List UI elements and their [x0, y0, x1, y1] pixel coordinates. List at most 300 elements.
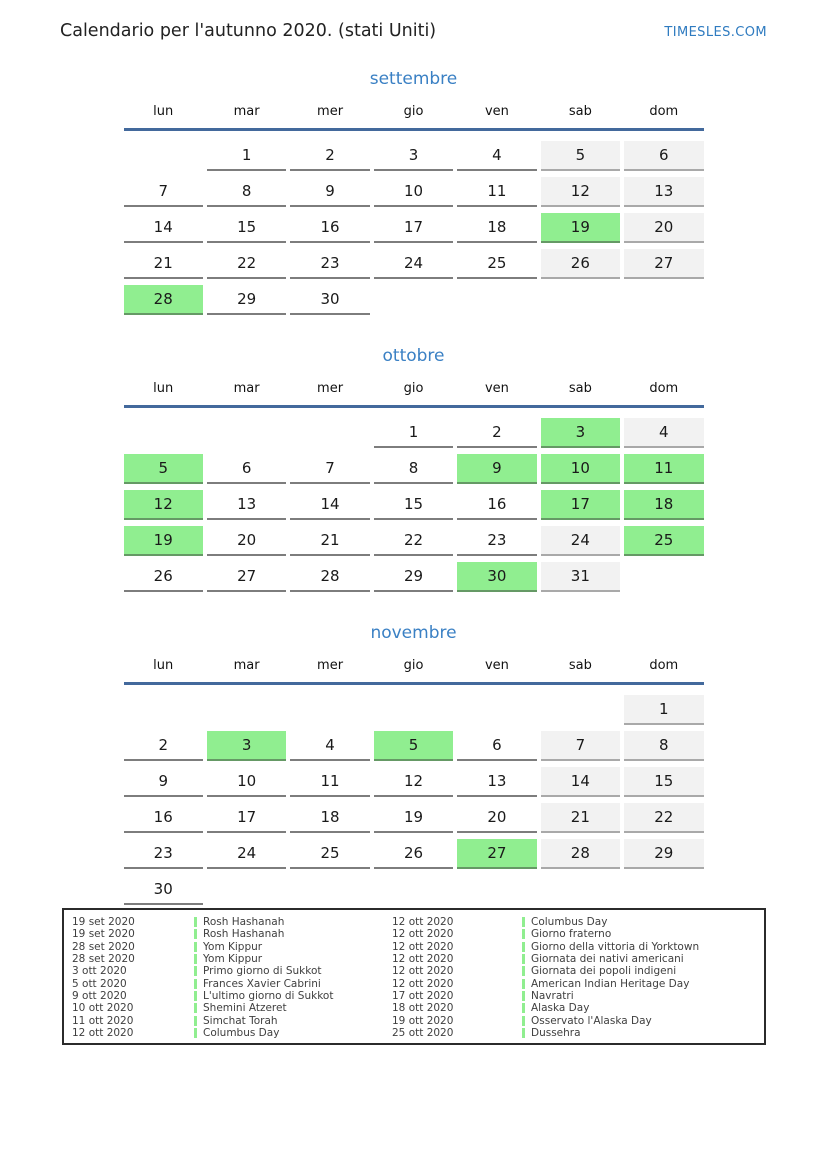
day-cell-settembre-22	[207, 249, 286, 279]
day-cell-empty	[124, 418, 203, 448]
day-cell-ottobre-23	[457, 526, 536, 556]
day-cell-empty	[124, 695, 203, 725]
weekday-header-mar: mar	[233, 658, 260, 673]
legend-date: 9 ott 2020	[72, 989, 127, 1002]
day-cell-novembre-3	[207, 731, 286, 761]
day-number: 12	[403, 772, 424, 790]
day-cell-ottobre-21	[290, 526, 369, 556]
page-title: Calendario per l'autunno 2020. (stati Uniti)	[60, 21, 437, 41]
day-cell-ottobre-28	[290, 562, 369, 592]
day-number: 11	[320, 772, 340, 790]
day-number: 26	[153, 567, 173, 585]
day-cell-settembre-17	[374, 213, 453, 243]
day-cell-empty	[207, 695, 286, 725]
day-number: 27	[654, 254, 674, 272]
day-number: 9	[158, 772, 168, 790]
day-number: 13	[654, 182, 674, 200]
day-cell-novembre-14	[541, 767, 620, 797]
legend-date: 12 ott 2020	[392, 940, 454, 953]
legend-date: 12 ott 2020	[392, 965, 454, 978]
day-cell-settembre-9	[290, 177, 369, 207]
day-number: 13	[487, 772, 507, 790]
day-cell-empty	[124, 141, 203, 171]
day-cell-settembre-15	[207, 213, 286, 243]
day-number: 8	[241, 182, 252, 200]
day-number: 18	[487, 218, 507, 236]
weekday-header-mer: mer	[317, 658, 344, 673]
day-cell-ottobre-14	[290, 490, 369, 520]
day-cell-novembre-16	[124, 803, 203, 833]
day-number: 29	[403, 567, 424, 585]
day-number: 28	[320, 567, 340, 585]
day-cell-settembre-25	[457, 249, 536, 279]
day-cell-settembre-20	[624, 213, 703, 243]
weekday-header-row	[124, 658, 704, 685]
day-cell-novembre-25	[290, 839, 369, 869]
day-cell-novembre-12	[374, 767, 453, 797]
day-cell-settembre-27	[624, 249, 703, 279]
holiday-marker-bar	[194, 954, 197, 964]
page-header	[0, 0, 827, 41]
holiday-marker-bar	[522, 1003, 525, 1013]
day-cell-novembre-6	[457, 731, 536, 761]
legend-row	[392, 941, 764, 953]
day-cell-ottobre-11	[624, 454, 703, 484]
weekday-header-gio: gio	[403, 381, 424, 396]
day-number: 17	[570, 495, 590, 513]
day-cell-ottobre-5	[124, 454, 203, 484]
day-number: 24	[570, 531, 590, 549]
holiday-marker-bar	[522, 979, 525, 989]
month-calendar-ottobre	[124, 346, 704, 592]
legend-holiday-name: Alaska Day	[531, 1002, 590, 1015]
legend-holiday-name: Navratri	[531, 989, 574, 1002]
day-cell-ottobre-6	[207, 454, 286, 484]
day-cell-empty	[624, 875, 703, 905]
holiday-marker-bar	[522, 1016, 525, 1026]
day-number: 6	[659, 146, 669, 164]
holiday-legend	[62, 908, 766, 1045]
day-cell-settembre-12	[541, 177, 620, 207]
legend-date: 19 set 2020	[72, 916, 135, 929]
day-cell-settembre-10	[374, 177, 453, 207]
day-cell-ottobre-3	[541, 418, 620, 448]
legend-date: 28 set 2020	[72, 953, 135, 966]
day-number: 24	[237, 844, 257, 862]
holiday-marker-bar	[522, 929, 525, 939]
day-number: 21	[570, 808, 590, 826]
day-number: 2	[158, 736, 168, 754]
legend-date: 25 ott 2020	[392, 1026, 454, 1039]
day-number: 20	[654, 218, 674, 236]
legend-column-right	[392, 916, 764, 1039]
day-number: 19	[153, 531, 173, 549]
day-number: 7	[158, 182, 168, 200]
legend-holiday-name: Yom Kippur	[203, 953, 263, 966]
day-number: 29	[237, 290, 257, 308]
holiday-marker-bar	[522, 917, 525, 927]
day-cell-settembre-8	[207, 177, 286, 207]
legend-date: 28 set 2020	[72, 940, 135, 953]
legend-row	[72, 977, 392, 989]
day-number: 7	[325, 459, 335, 477]
legend-date: 11 ott 2020	[72, 1014, 134, 1027]
day-cell-ottobre-9	[457, 454, 536, 484]
legend-date: 12 ott 2020	[392, 953, 454, 966]
day-cell-empty	[207, 875, 286, 905]
day-number: 21	[320, 531, 340, 549]
weekday-header-lun: lun	[153, 104, 174, 119]
holiday-marker-bar	[194, 1016, 197, 1026]
day-number: 4	[325, 736, 335, 754]
day-number: 16	[487, 495, 507, 513]
legend-row	[72, 953, 392, 965]
day-number: 27	[487, 844, 507, 862]
day-number: 26	[403, 844, 424, 862]
day-cell-novembre-8	[624, 731, 703, 761]
legend-row	[72, 965, 392, 977]
month-grid	[124, 131, 704, 315]
day-number: 2	[492, 423, 502, 441]
weekday-header-ven: ven	[484, 658, 509, 673]
day-cell-empty	[290, 875, 369, 905]
legend-row	[392, 953, 764, 965]
holiday-marker-bar	[522, 991, 525, 1001]
legend-row	[392, 990, 764, 1002]
day-number: 28	[153, 290, 173, 308]
weekday-header-ven: ven	[484, 104, 509, 119]
day-number: 14	[570, 772, 590, 790]
day-number: 27	[237, 567, 257, 585]
day-number: 15	[654, 772, 674, 790]
day-cell-settembre-24	[374, 249, 453, 279]
day-cell-settembre-30	[290, 285, 369, 315]
day-number: 25	[654, 531, 674, 549]
day-number: 24	[403, 254, 424, 272]
day-number: 7	[575, 736, 586, 754]
legend-date: 18 ott 2020	[392, 1002, 454, 1015]
weekday-header-lun: lun	[153, 381, 174, 396]
day-number: 4	[492, 146, 502, 164]
day-cell-novembre-7	[541, 731, 620, 761]
day-number: 30	[153, 880, 173, 898]
month-title: ottobre	[382, 346, 445, 366]
day-cell-novembre-2	[124, 731, 203, 761]
day-cell-empty	[457, 285, 536, 315]
legend-row	[72, 941, 392, 953]
month-title: settembre	[369, 69, 458, 89]
day-cell-ottobre-24	[541, 526, 620, 556]
legend-row	[72, 916, 392, 928]
day-number: 8	[659, 736, 669, 754]
weekday-header-sab: sab	[568, 104, 592, 119]
day-cell-settembre-14	[124, 213, 203, 243]
legend-holiday-name: Simchat Torah	[203, 1014, 278, 1027]
legend-holiday-name: Yom Kippur	[203, 940, 263, 953]
day-number: 5	[408, 736, 419, 754]
month-grid	[124, 408, 704, 592]
day-number: 4	[659, 423, 669, 441]
legend-date: 3 ott 2020	[72, 965, 127, 978]
day-number: 2	[325, 146, 335, 164]
day-number: 13	[237, 495, 257, 513]
legend-date: 19 ott 2020	[392, 1014, 454, 1027]
weekday-header-row	[124, 104, 704, 131]
legend-holiday-name: Dussehra	[531, 1026, 581, 1039]
legend-row	[392, 977, 764, 989]
day-cell-novembre-27	[457, 839, 536, 869]
day-number: 15	[237, 218, 257, 236]
month-calendar-novembre	[124, 623, 704, 905]
weekday-header-gio: gio	[403, 104, 424, 119]
day-cell-empty	[624, 285, 703, 315]
months-container	[0, 69, 827, 905]
day-cell-ottobre-12	[124, 490, 203, 520]
day-number: 26	[570, 254, 590, 272]
day-cell-ottobre-30	[457, 562, 536, 592]
day-number: 8	[408, 459, 419, 477]
day-number: 16	[320, 218, 340, 236]
legend-date: 12 ott 2020	[392, 977, 454, 990]
day-cell-novembre-19	[374, 803, 453, 833]
day-cell-ottobre-13	[207, 490, 286, 520]
day-cell-ottobre-19	[124, 526, 203, 556]
day-number: 5	[158, 459, 168, 477]
day-number: 9	[492, 459, 502, 477]
day-number: 18	[320, 808, 340, 826]
day-cell-novembre-17	[207, 803, 286, 833]
holiday-marker-bar	[194, 966, 197, 976]
day-cell-ottobre-15	[374, 490, 453, 520]
month-calendar-settembre	[124, 69, 704, 315]
day-number: 20	[237, 531, 257, 549]
legend-date: 10 ott 2020	[72, 1002, 134, 1015]
day-cell-novembre-20	[457, 803, 536, 833]
day-number: 5	[575, 146, 586, 164]
day-number: 30	[320, 290, 340, 308]
day-cell-empty	[457, 695, 536, 725]
day-cell-novembre-29	[624, 839, 703, 869]
day-cell-empty	[207, 418, 286, 448]
day-cell-novembre-15	[624, 767, 703, 797]
day-number: 18	[654, 495, 674, 513]
legend-date: 12 ott 2020	[72, 1026, 134, 1039]
legend-row	[72, 990, 392, 1002]
day-number: 23	[153, 844, 173, 862]
holiday-marker-bar	[522, 954, 525, 964]
day-cell-settembre-4	[457, 141, 536, 171]
day-cell-ottobre-18	[624, 490, 703, 520]
day-number: 3	[575, 423, 586, 441]
day-number: 23	[320, 254, 340, 272]
month-title: novembre	[370, 623, 457, 643]
legend-date: 19 set 2020	[72, 928, 135, 941]
day-cell-ottobre-17	[541, 490, 620, 520]
legend-holiday-name: Giornata dei nativi americani	[531, 953, 684, 966]
legend-date: 12 ott 2020	[392, 916, 454, 929]
day-cell-empty	[541, 285, 620, 315]
legend-holiday-name: Giorno della vittoria di Yorktown	[531, 940, 700, 953]
day-cell-novembre-26	[374, 839, 453, 869]
weekday-header-sab: sab	[568, 658, 592, 673]
holiday-marker-bar	[522, 966, 525, 976]
day-cell-novembre-13	[457, 767, 536, 797]
day-number: 30	[487, 567, 507, 585]
day-cell-settembre-23	[290, 249, 369, 279]
legend-row	[392, 965, 764, 977]
holiday-marker-bar	[194, 929, 197, 939]
day-number: 1	[408, 423, 419, 441]
day-cell-ottobre-7	[290, 454, 369, 484]
legend-date: 12 ott 2020	[392, 928, 454, 941]
day-cell-novembre-9	[124, 767, 203, 797]
legend-holiday-name: Shemini Atzeret	[203, 1002, 287, 1015]
day-cell-ottobre-25	[624, 526, 703, 556]
day-number: 22	[237, 254, 257, 272]
legend-holiday-name: Giornata dei popoli indigeni	[531, 965, 677, 978]
day-number: 29	[654, 844, 674, 862]
holiday-marker-bar	[194, 979, 197, 989]
day-number: 11	[487, 182, 507, 200]
day-number: 22	[654, 808, 674, 826]
legend-holiday-name: Rosh Hashanah	[203, 928, 285, 941]
day-cell-settembre-29	[207, 285, 286, 315]
legend-row	[392, 916, 764, 928]
legend-holiday-name: Giorno fraterno	[531, 928, 612, 941]
day-cell-settembre-5	[541, 141, 620, 171]
day-number: 10	[237, 772, 257, 790]
day-cell-novembre-4	[290, 731, 369, 761]
weekday-header-sab: sab	[568, 381, 592, 396]
day-cell-settembre-28	[124, 285, 203, 315]
day-cell-novembre-30	[124, 875, 203, 905]
legend-holiday-name: American Indian Heritage Day	[531, 977, 690, 990]
day-cell-ottobre-22	[374, 526, 453, 556]
day-cell-ottobre-20	[207, 526, 286, 556]
day-cell-settembre-16	[290, 213, 369, 243]
holiday-marker-bar	[194, 1003, 197, 1013]
day-cell-ottobre-2	[457, 418, 536, 448]
legend-date: 17 ott 2020	[392, 989, 454, 1002]
day-number: 1	[241, 146, 252, 164]
day-number: 6	[241, 459, 252, 477]
day-number: 25	[487, 254, 507, 272]
weekday-header-dom: dom	[649, 104, 679, 119]
day-cell-novembre-5	[374, 731, 453, 761]
weekday-header-row	[124, 381, 704, 408]
day-number: 10	[403, 182, 424, 200]
day-cell-ottobre-4	[624, 418, 703, 448]
legend-row	[72, 928, 392, 940]
day-cell-novembre-1	[624, 695, 703, 725]
legend-holiday-name: Columbus Day	[531, 916, 608, 929]
weekday-header-mer: mer	[317, 104, 344, 119]
day-cell-novembre-24	[207, 839, 286, 869]
day-number: 31	[570, 567, 590, 585]
weekday-header-mar: mar	[233, 381, 260, 396]
day-cell-settembre-7	[124, 177, 203, 207]
day-cell-settembre-18	[457, 213, 536, 243]
holiday-marker-bar	[522, 942, 525, 952]
legend-row	[72, 1027, 392, 1039]
day-number: 22	[403, 531, 424, 549]
day-number: 21	[153, 254, 173, 272]
legend-row	[392, 1002, 764, 1014]
day-cell-empty	[374, 285, 453, 315]
weekday-header-gio: gio	[403, 658, 424, 673]
day-cell-ottobre-8	[374, 454, 453, 484]
day-cell-settembre-26	[541, 249, 620, 279]
day-cell-empty	[541, 875, 620, 905]
day-cell-novembre-18	[290, 803, 369, 833]
day-cell-settembre-21	[124, 249, 203, 279]
day-cell-empty	[457, 875, 536, 905]
legend-holiday-name: Frances Xavier Cabrini	[203, 977, 321, 990]
day-cell-empty	[541, 695, 620, 725]
legend-row	[392, 1014, 764, 1026]
day-cell-settembre-11	[457, 177, 536, 207]
site-logo-link[interactable]: TIMESLES.COM	[664, 25, 767, 40]
day-number: 1	[659, 700, 669, 718]
day-number: 19	[570, 218, 590, 236]
day-number: 12	[153, 495, 173, 513]
day-number: 12	[570, 182, 590, 200]
day-number: 17	[403, 218, 424, 236]
holiday-marker-bar	[194, 917, 197, 927]
day-number: 11	[654, 459, 674, 477]
legend-holiday-name: L'ultimo giorno di Sukkot	[203, 989, 334, 1002]
day-number: 16	[153, 808, 173, 826]
legend-holiday-name: Primo giorno di Sukkot	[203, 965, 322, 978]
day-cell-ottobre-31	[541, 562, 620, 592]
legend-row	[72, 1014, 392, 1026]
legend-column-left	[72, 916, 392, 1039]
day-cell-empty	[374, 875, 453, 905]
day-cell-novembre-23	[124, 839, 203, 869]
legend-row	[72, 1002, 392, 1014]
day-cell-novembre-21	[541, 803, 620, 833]
day-cell-novembre-28	[541, 839, 620, 869]
holiday-marker-bar	[194, 991, 197, 1001]
legend-row	[392, 1027, 764, 1039]
legend-holiday-name: Columbus Day	[203, 1026, 280, 1039]
legend-row	[392, 928, 764, 940]
day-number: 3	[241, 736, 252, 754]
weekday-header-ven: ven	[484, 381, 509, 396]
day-cell-empty	[624, 562, 703, 592]
day-cell-ottobre-27	[207, 562, 286, 592]
day-cell-settembre-19	[541, 213, 620, 243]
day-number: 25	[320, 844, 340, 862]
holiday-marker-bar	[194, 942, 197, 952]
day-cell-novembre-22	[624, 803, 703, 833]
weekday-header-lun: lun	[153, 658, 174, 673]
weekday-header-mar: mar	[233, 104, 260, 119]
day-cell-settembre-13	[624, 177, 703, 207]
day-cell-ottobre-29	[374, 562, 453, 592]
legend-holiday-name: Rosh Hashanah	[203, 916, 285, 929]
day-cell-ottobre-1	[374, 418, 453, 448]
day-number: 23	[487, 531, 507, 549]
legend-holiday-name: Osservato l'Alaska Day	[531, 1014, 652, 1027]
day-number: 3	[408, 146, 419, 164]
day-cell-empty	[374, 695, 453, 725]
day-number: 6	[492, 736, 502, 754]
day-cell-ottobre-26	[124, 562, 203, 592]
day-cell-settembre-1	[207, 141, 286, 171]
day-cell-settembre-3	[374, 141, 453, 171]
weekday-header-dom: dom	[649, 658, 679, 673]
